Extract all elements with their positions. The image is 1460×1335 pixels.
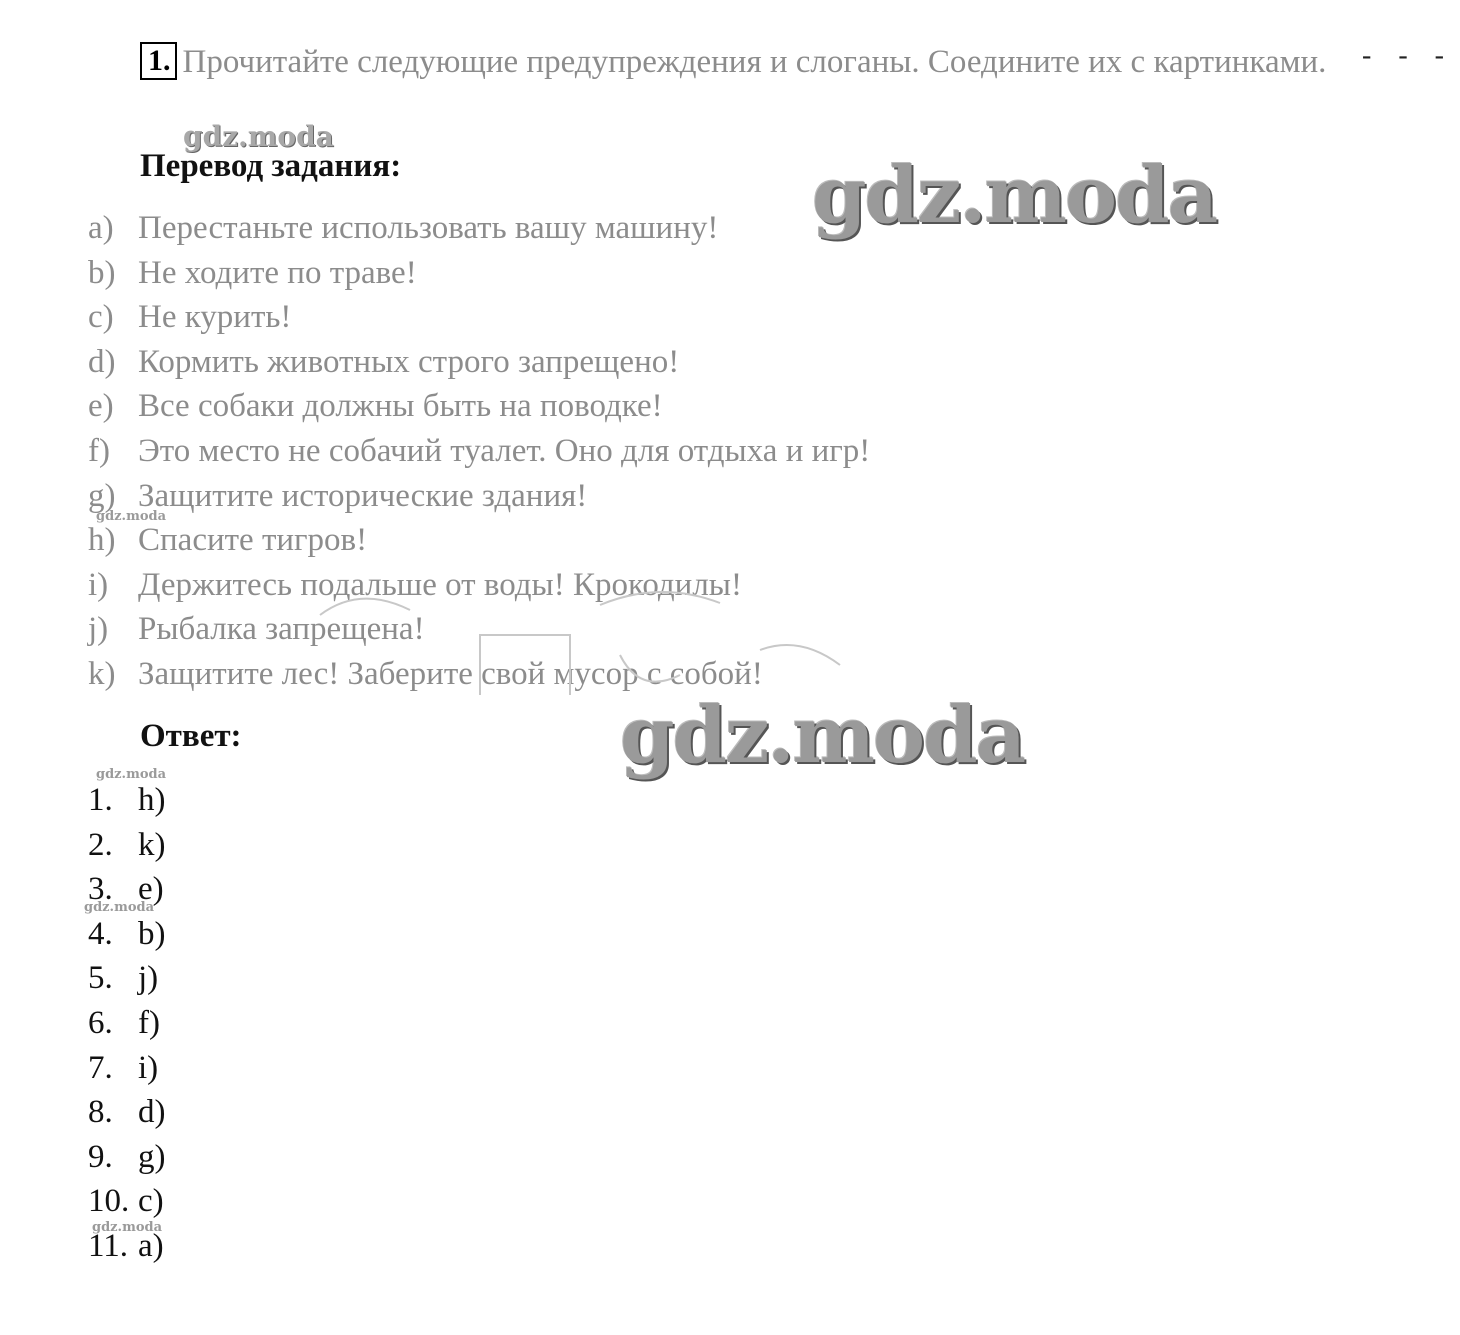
answer-value: k) [138, 826, 166, 863]
item-letter: b) [88, 254, 116, 291]
answer-item [88, 823, 166, 868]
answer-number: 6. [88, 1004, 113, 1041]
answer-value: c) [138, 1183, 164, 1220]
answer-number: 2. [88, 826, 113, 863]
item-letter: i) [88, 566, 109, 603]
item-letter: a) [88, 210, 114, 246]
watermark-small: gdz.moda [96, 767, 167, 782]
list-item [88, 251, 870, 296]
item-text: Все собаки должны быть на поводке! [138, 388, 663, 425]
answer-number: 9. [88, 1138, 113, 1175]
watermark-large: gdz.moda [620, 690, 1025, 781]
item-letter: j) [88, 611, 109, 648]
item-text: Защитите лес! Заберите свой мусор с собой! [138, 655, 763, 692]
item-text: Рыбалка запрещена! [138, 611, 425, 648]
watermark-small: gdz.moda [96, 509, 167, 524]
answer-value: j) [138, 960, 159, 997]
watermark-small: gdz.moda [84, 900, 155, 915]
answer-value: a) [138, 1227, 164, 1264]
answer-number: 10. [88, 1183, 130, 1220]
item-letter: d) [88, 343, 116, 380]
item-text: Держитесь подальше от воды! Крокодилы! [138, 566, 742, 603]
list-item [88, 340, 870, 385]
translation-list [88, 206, 870, 697]
answer-number: 11. [88, 1227, 129, 1264]
answer-value: e) [138, 871, 164, 908]
answer-heading: Ответ: [140, 718, 242, 754]
answer-item [88, 778, 166, 823]
answer-item [88, 1001, 166, 1046]
item-letter: f) [88, 432, 110, 469]
answer-value: i) [138, 1049, 159, 1086]
answer-item [88, 1090, 166, 1135]
item-letter: h) [88, 522, 116, 559]
translation-heading: Перевод задания: [140, 148, 402, 184]
answer-number: 5. [88, 960, 113, 997]
watermark-large: gdz.moda [812, 150, 1217, 241]
answer-item [88, 956, 166, 1001]
corner-marks: ‐ ‐ ‐ [1362, 40, 1454, 71]
watermark-small: gdz.moda [92, 1220, 163, 1235]
answer-number: 3. [88, 871, 113, 908]
list-item [88, 518, 870, 563]
answer-value: g) [138, 1138, 166, 1175]
item-text: Перестаньте использовать вашу машину! [138, 210, 719, 246]
answer-item [88, 1179, 166, 1224]
item-text: Спасите тигров! [138, 522, 368, 559]
watermark-medium: gdz.moda [183, 120, 334, 153]
task-number: 1. [140, 42, 177, 80]
item-letter: e) [88, 388, 114, 425]
answer-number: 4. [88, 915, 113, 952]
item-text: Кормить животных строго запрещено! [138, 343, 680, 380]
answer-list [88, 778, 166, 1269]
answer-number: 8. [88, 1094, 113, 1131]
answer-item [88, 1046, 166, 1091]
item-letter: k) [88, 655, 116, 692]
list-item [88, 206, 870, 251]
item-text: Защитите исторические здания! [138, 477, 588, 514]
list-item [88, 429, 870, 474]
item-letter: c) [88, 299, 114, 336]
answer-value: d) [138, 1094, 166, 1131]
item-text: Это место не собачий туалет. Оно для отдыха и игр! [138, 432, 871, 469]
item-letter: g) [88, 477, 116, 514]
answer-number: 7. [88, 1049, 113, 1086]
list-item [88, 384, 870, 429]
task-text: Прочитайте следующие предупреждения и слоганы. Соедините их с картинками. [182, 44, 1327, 80]
list-item [88, 607, 870, 652]
answer-value: b) [138, 915, 166, 952]
item-text: Не курить! [138, 299, 292, 336]
answer-number: 1. [88, 782, 113, 818]
list-item [88, 563, 870, 608]
answer-item [88, 1135, 166, 1180]
list-item [88, 295, 870, 340]
answer-value: h) [138, 782, 166, 818]
answer-item [88, 912, 166, 957]
item-text: Не ходите по траве! [138, 254, 417, 291]
task-header [140, 40, 1350, 84]
answer-value: f) [138, 1004, 160, 1041]
list-item [88, 474, 870, 519]
